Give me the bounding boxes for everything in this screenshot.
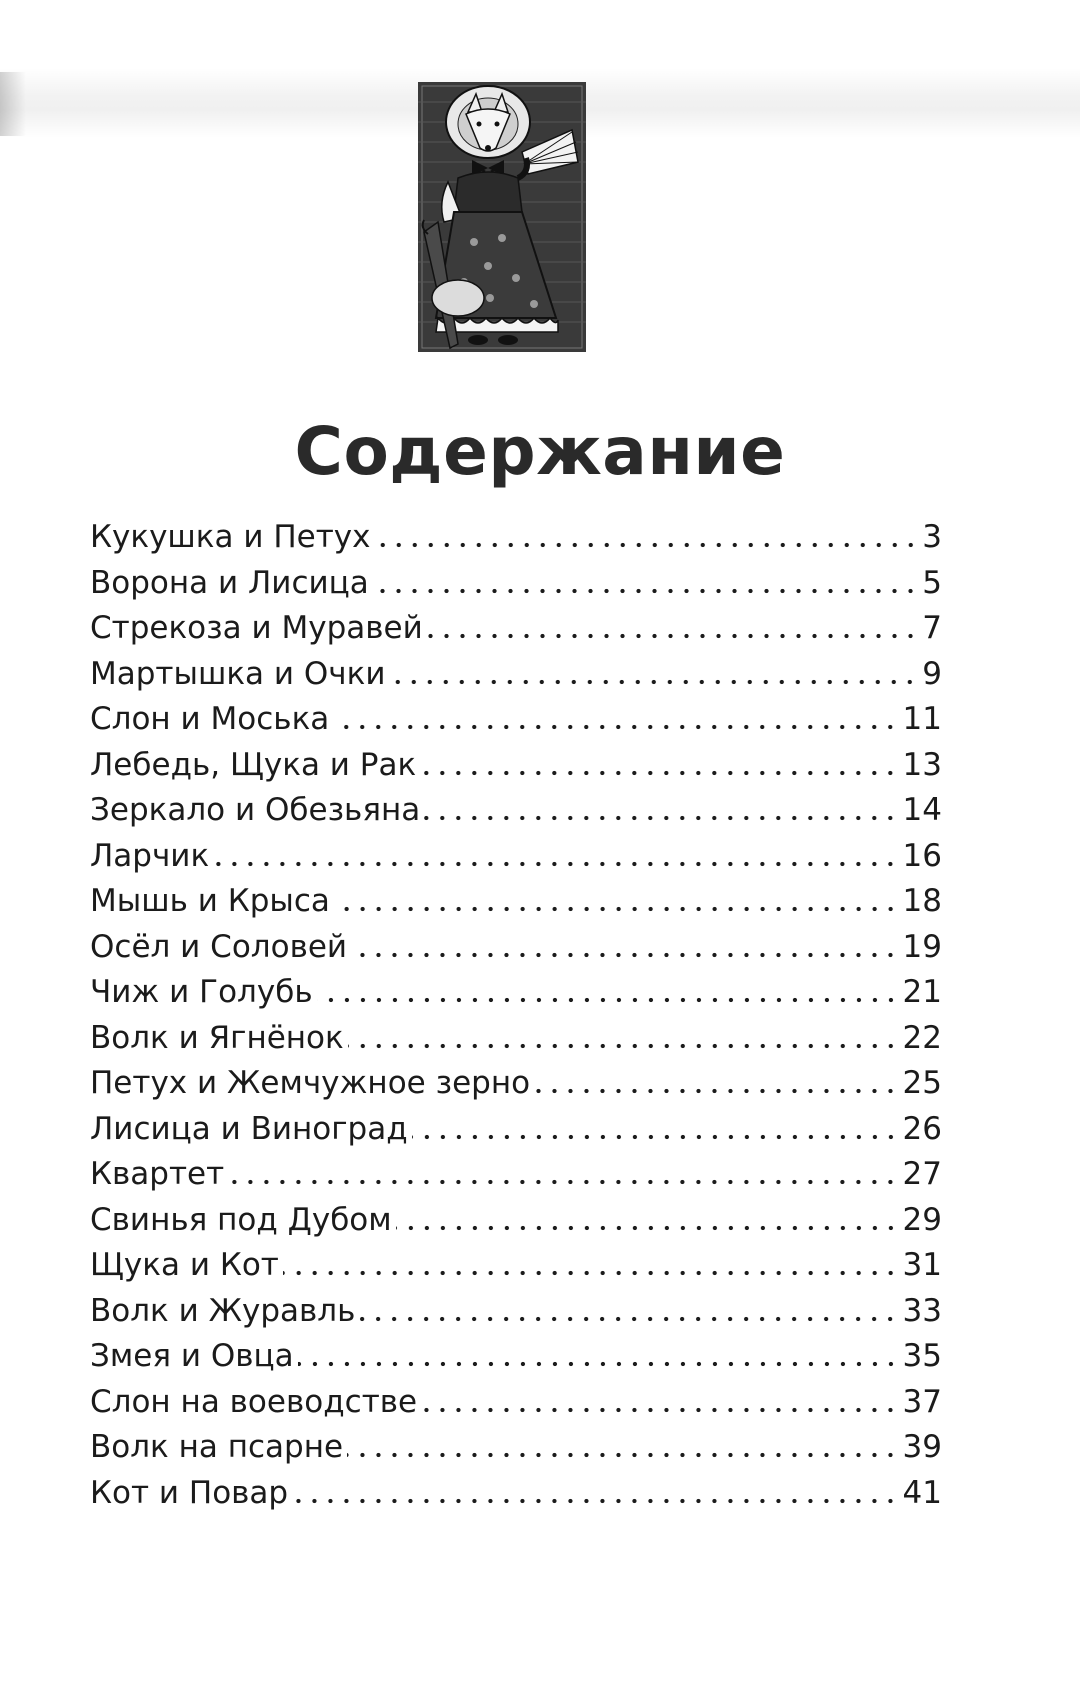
dot-leader <box>373 587 919 595</box>
dot-leader <box>283 1269 899 1277</box>
toc-entry[interactable] <box>90 697 942 743</box>
toc-entry-title: Волк и Ягнёнок <box>90 1019 344 1056</box>
toc-entry-page-number: 33 <box>902 1292 942 1329</box>
dot-leader <box>334 905 899 913</box>
toc-entry[interactable] <box>90 515 942 561</box>
toc-entry-page-number: 26 <box>902 1110 942 1147</box>
toc-entry-page-number: 31 <box>902 1247 942 1283</box>
toc-entry-title: Квартет <box>90 1156 225 1192</box>
toc-entry-title: Осёл и Соловей <box>90 928 348 965</box>
toc-entry-page-number: 19 <box>902 928 942 965</box>
toc-entry-page-number: 3 <box>922 519 942 555</box>
toc-entry-page-number: 37 <box>902 1383 942 1420</box>
toc-entry-page-number: 9 <box>922 655 942 692</box>
toc-entry[interactable] <box>90 1243 942 1289</box>
toc-entry[interactable] <box>90 1016 942 1062</box>
toc-entry[interactable] <box>90 1380 942 1426</box>
toc-entry-title: Щука и Кот <box>90 1247 279 1283</box>
dot-leader <box>317 996 899 1004</box>
page-title: Содержание <box>294 413 786 490</box>
toc-entry[interactable] <box>90 1334 942 1380</box>
dot-leader <box>427 632 919 640</box>
dot-leader <box>424 814 898 822</box>
toc-entry-title: Лебедь, Щука и Рак <box>90 746 417 783</box>
dot-leader <box>389 678 918 686</box>
toc-entry-title: Чиж и Голубь <box>90 974 313 1010</box>
toc-entry[interactable] <box>90 1198 942 1244</box>
fox-lady-with-fan-and-umbrella-icon <box>418 82 586 386</box>
toc-entry[interactable] <box>90 925 942 971</box>
toc-entry-title: Стрекоза и Муравей <box>90 610 423 646</box>
toc-entry-page-number: 21 <box>902 974 942 1010</box>
dot-leader <box>347 1451 898 1459</box>
toc-entry[interactable] <box>90 970 942 1016</box>
toc-entry-title: Волк на псарне <box>90 1429 344 1465</box>
toc-entry-title: Змея и Овца <box>90 1338 294 1374</box>
dot-leader <box>333 723 898 731</box>
dot-leader <box>351 951 898 959</box>
toc-entry-page-number: 7 <box>922 610 942 646</box>
toc-entry[interactable] <box>90 652 942 698</box>
toc-entry-page-number: 39 <box>902 1429 942 1465</box>
toc-entry-page-number: 16 <box>902 837 942 874</box>
toc-entry-title: Кот и Повар <box>90 1474 289 1511</box>
dot-leader <box>359 1315 898 1323</box>
toc-entry[interactable] <box>90 1152 942 1198</box>
toc-entry-title: Ларчик <box>90 837 210 874</box>
toc-entry-title: Кукушка и Петух <box>90 519 371 555</box>
toc-entry[interactable] <box>90 1425 942 1471</box>
toc-entry-page-number: 13 <box>902 746 942 783</box>
toc-entry[interactable] <box>90 1289 942 1335</box>
dot-leader <box>412 1133 899 1141</box>
toc-entry-page-number: 29 <box>902 1201 942 1238</box>
table-of-contents <box>90 515 942 1516</box>
toc-entry[interactable] <box>90 606 942 652</box>
toc-entry[interactable] <box>90 879 942 925</box>
toc-entry[interactable] <box>90 1061 942 1107</box>
toc-entry-page-number: 5 <box>922 564 942 601</box>
toc-entry[interactable] <box>90 561 942 607</box>
toc-entry-title: Слон и Моська <box>90 701 330 737</box>
toc-entry-page-number: 18 <box>902 883 942 919</box>
toc-entry-title: Зеркало и Обезьяна <box>90 792 421 828</box>
dot-leader <box>292 1497 898 1505</box>
toc-entry[interactable] <box>90 834 942 880</box>
dot-leader <box>421 1406 898 1414</box>
scan-edge-shadow <box>0 72 26 136</box>
toc-entry-title: Мышь и Крыса <box>90 883 330 919</box>
toc-entry-page-number: 11 <box>902 701 942 737</box>
dot-leader <box>534 1087 898 1095</box>
toc-entry-title: Ворона и Лисица <box>90 564 369 601</box>
toc-entry-title: Волк и Журавль <box>90 1292 356 1329</box>
dot-leader <box>298 1360 899 1368</box>
toc-entry-page-number: 14 <box>902 792 942 828</box>
toc-entry-page-number: 35 <box>902 1338 942 1374</box>
dot-leader <box>375 541 919 549</box>
toc-entry[interactable] <box>90 743 942 789</box>
toc-entry-title: Мартышка и Очки <box>90 655 386 692</box>
toc-entry-title: Лисица и Виноград <box>90 1110 408 1147</box>
dot-leader <box>213 860 898 868</box>
toc-entry-page-number: 41 <box>902 1474 942 1511</box>
toc-entry-page-number: 22 <box>902 1019 942 1056</box>
toc-entry-title: Свинья под Дубом <box>90 1201 392 1238</box>
toc-entry-title: Слон на воеводстве <box>90 1383 418 1420</box>
toc-entry[interactable] <box>90 788 942 834</box>
toc-entry-page-number: 25 <box>902 1065 942 1101</box>
dot-leader <box>420 769 898 777</box>
dot-leader <box>348 1042 899 1050</box>
dot-leader <box>396 1224 899 1232</box>
dot-leader <box>228 1178 898 1186</box>
toc-entry-title: Петух и Жемчужное зерно <box>90 1065 531 1101</box>
toc-entry[interactable] <box>90 1471 942 1517</box>
toc-entry[interactable] <box>90 1107 942 1153</box>
toc-entry-page-number: 27 <box>902 1156 942 1192</box>
